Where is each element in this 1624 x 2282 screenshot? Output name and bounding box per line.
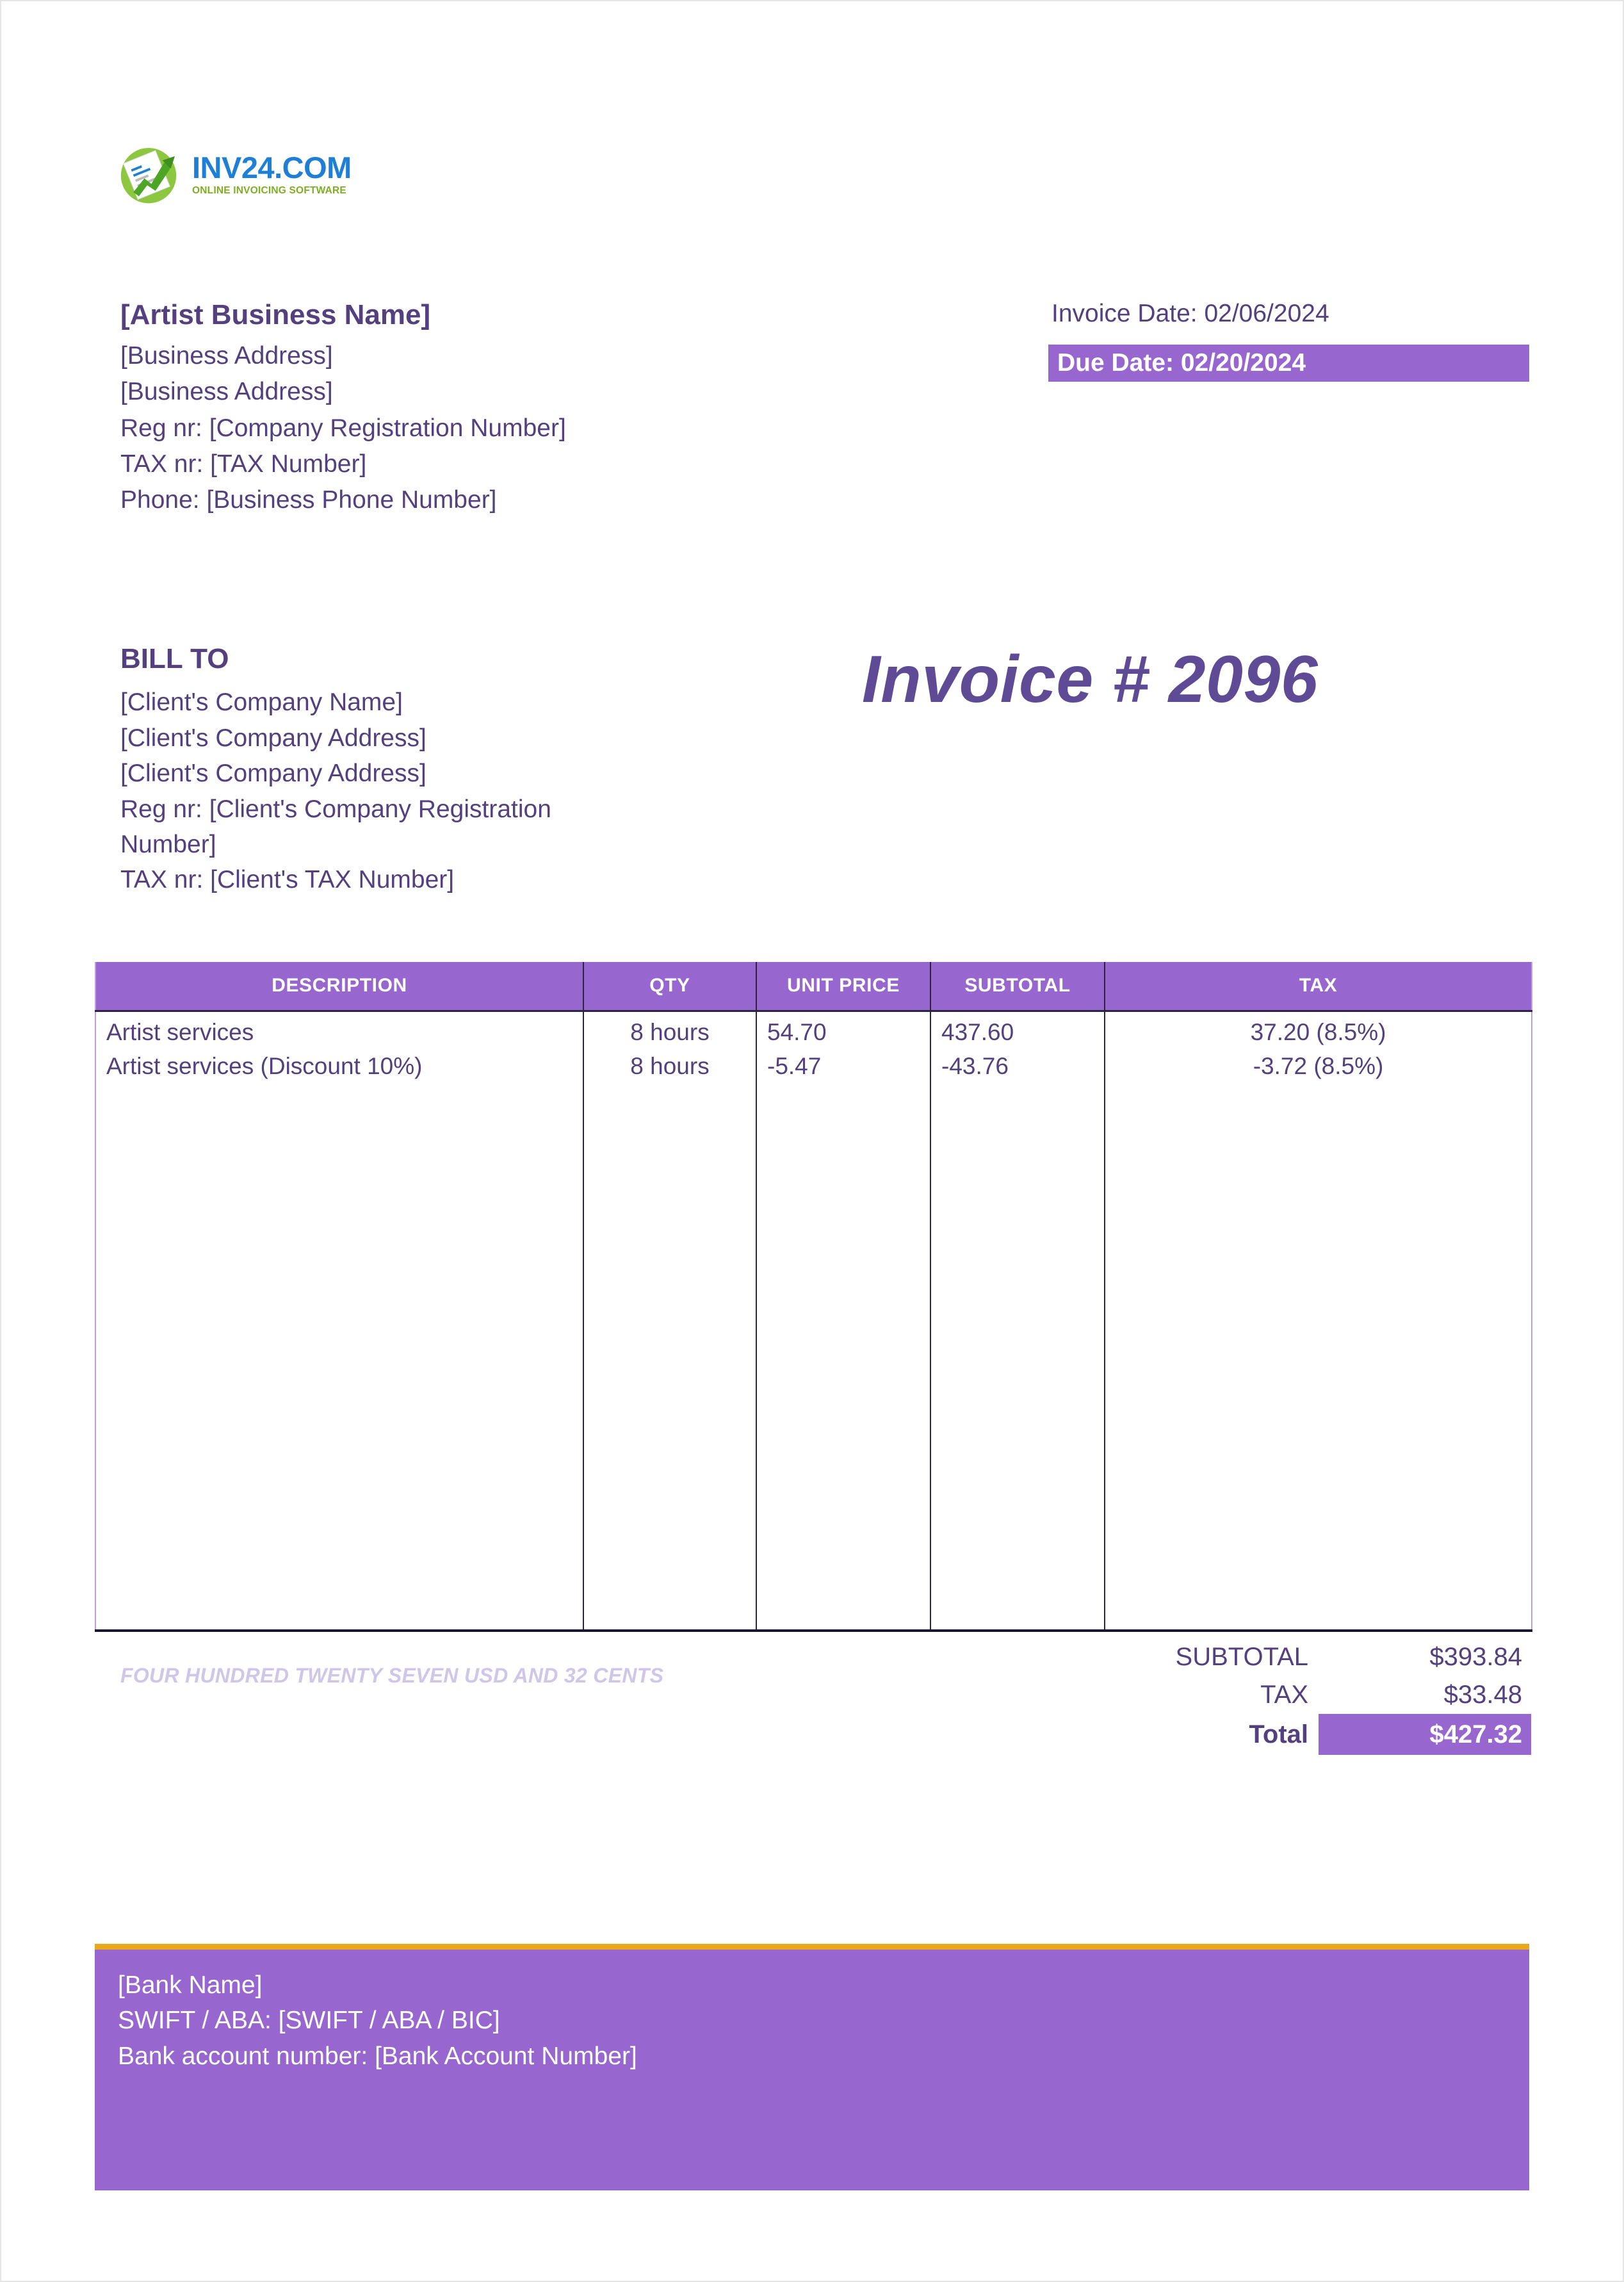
subtotal-value: $393.84 [1429,1643,1522,1671]
column-header-tax: TAX [1105,962,1532,1011]
invoice-rocket-icon [114,140,183,209]
bill-to-line: TAX nr: [Client's TAX Number] [120,866,455,894]
bill-to-line: [Client's Company Address] [120,724,426,752]
seller-line: Reg nr: [Company Registration Number] [120,414,566,442]
cell-empty [756,1080,930,1631]
cell-subtotal: -43.76 [930,1046,1105,1080]
cell-unit-price: -5.47 [756,1046,930,1080]
cell-description: Artist services (Discount 10%) [95,1046,583,1080]
cell-empty [583,1080,756,1631]
tax-label: TAX [1260,1681,1308,1709]
cell-tax: -3.72 (8.5%) [1105,1046,1532,1080]
invoice-date: Invoice Date: 02/06/2024 [1052,300,1329,327]
tax-value: $33.48 [1443,1681,1522,1709]
total-value: $427.32 [1319,1714,1531,1755]
column-header-unit-price: UNIT PRICE [756,962,930,1011]
cell-unit-price: 54.70 [756,1011,930,1046]
seller-name: [Artist Business Name] [120,299,431,330]
bill-to-line: [Client's Company Name] [120,689,403,717]
totals-block [975,1638,1531,1755]
seller-line: TAX nr: [TAX Number] [120,450,367,478]
totals-row-tax [975,1676,1531,1714]
cell-qty: 8 hours [583,1046,756,1080]
logo-title: INV24.COM [192,151,352,185]
column-header-description: DESCRIPTION [95,962,583,1011]
logo-tagline: ONLINE INVOICING SOFTWARE [192,185,346,197]
due-date-text: Due Date: 02/20/2024 [1057,349,1306,377]
table-row [95,1011,1532,1046]
invoice-title: Invoice # 2096 [861,642,1319,717]
cell-subtotal: 437.60 [930,1011,1105,1046]
bank-name: [Bank Name] [118,1971,263,1999]
brand-logo [114,140,352,209]
column-header-subtotal: SUBTOTAL [930,962,1105,1011]
table-row [95,1046,1532,1080]
total-label: Total [1249,1720,1308,1748]
seller-line: [Business Address] [120,378,333,406]
bank-details-footer [95,1944,1529,2190]
amount-in-words: FOUR HUNDRED TWENTY SEVEN USD AND 32 CENTS [120,1664,664,1687]
seller-line: Phone: [Business Phone Number] [120,485,497,514]
cell-description: Artist services [95,1011,583,1046]
cell-empty [95,1080,583,1631]
column-header-qty: QTY [583,962,756,1011]
table-empty-space [95,1080,1532,1631]
cell-qty: 8 hours [583,1011,756,1046]
seller-block [120,297,633,518]
bank-swift: SWIFT / ABA: [SWIFT / ABA / BIC] [118,2007,500,2035]
seller-line: [Business Address] [120,342,333,370]
bill-to-line: [Client's Company Address] [120,760,426,788]
bill-to-heading: BILL TO [120,643,229,674]
bill-to-line: Reg nr: [Client's Company Registration Number] [120,795,551,858]
cell-empty [930,1080,1105,1631]
cell-tax: 37.20 (8.5%) [1105,1011,1532,1046]
table-header-row [95,962,1532,1011]
subtotal-label: SUBTOTAL [1175,1643,1308,1671]
totals-row-total [975,1714,1531,1755]
due-date-badge [1048,345,1529,382]
line-items-table [95,962,1532,1632]
cell-empty [1105,1080,1532,1631]
totals-row-subtotal [975,1638,1531,1676]
bill-to-block [120,639,646,898]
bank-account-number: Bank account number: [Bank Account Number] [118,2042,637,2070]
